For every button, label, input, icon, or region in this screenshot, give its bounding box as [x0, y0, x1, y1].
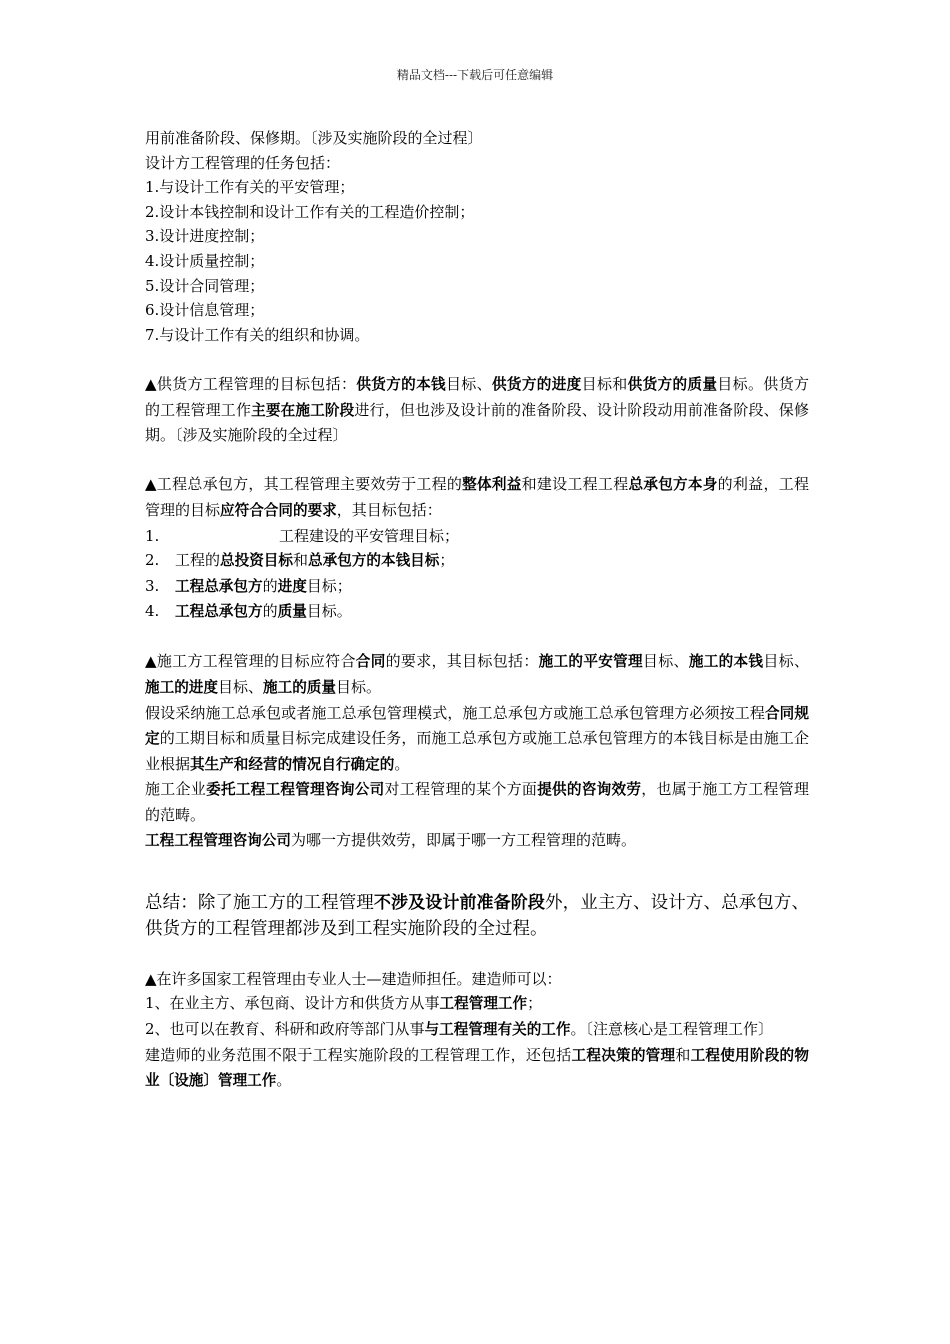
- list-item: 2. 工程的总投资目标和总承包方的本钱目标；: [145, 551, 455, 570]
- builder-item: 2、也可以在教育、科研和政府等部门从事与工程管理有关的工作。〔注意核心是工程管理工作〕: [145, 1020, 774, 1038]
- design-intro: 设计方工程管理的任务包括：: [145, 153, 341, 172]
- document-body: [145, 126, 809, 1094]
- page-header: 精品文档---下载后可任意编辑: [396, 68, 554, 82]
- construction-paragraph: ▲施工方工程管理的目标应符合合同的要求，其目标包括：施工的平安管理目标、施工的本钱目标、施工的进度目标、施工的质量目标。: [145, 652, 809, 697]
- spacer: [145, 448, 809, 473]
- design-item: 1.与设计工作有关的平安管理；: [145, 178, 355, 197]
- builder-paragraph: ▲在许多国家工程管理由专业人士—建造师担任。建造师可以：: [145, 969, 562, 988]
- summary-paragraph: 总结：除了施工方的工程管理不涉及设计前准备阶段外，业主方、设计方、总承包方、供货方的工程管理都涉及到工程实施阶段的全过程。: [145, 893, 810, 939]
- builder-paragraph: 建造师的业务范围不限于工程实施阶段的工程管理工作，还包括工程决策的管理和工程使用阶段的物业〔设施〕管理工作。: [145, 1045, 809, 1090]
- spacer: [145, 853, 809, 891]
- paragraph-continued: 用前准备阶段、保修期。〔涉及实施阶段的全过程〕: [145, 129, 483, 147]
- spacer: [145, 942, 809, 967]
- design-item: 5.设计合同管理；: [145, 276, 265, 295]
- construction-paragraph: 施工企业委托工程工程管理咨询公司对工程管理的某个方面提供的咨询效劳，也属于施工方工程管理的范畴。: [145, 780, 809, 825]
- list-item: 4. 工程总承包方的质量目标。: [145, 602, 352, 621]
- design-item: 7.与设计工作有关的组织和协调。: [145, 325, 370, 344]
- design-item: 4.设计质量控制；: [145, 251, 265, 270]
- spacer: [145, 625, 809, 650]
- construction-paragraph: 工程工程管理咨询公司为哪一方提供效劳，即属于哪一方工程管理的范畴。: [145, 830, 636, 849]
- supplier-paragraph: ▲供货方工程管理的目标包括：供货方的本钱目标、供货方的进度目标和供货方的质量目标。供货方的工程管理工作主要在施工阶段进行，但也涉及设计前的准备阶段、设计阶段动用前准备阶段、保修期。〔涉及实施阶段的全过程〕: [145, 374, 809, 445]
- general-contractor-paragraph: ▲工程总承包方，其工程管理主要效劳于工程的整体利益和建设工程工程总承包方本身的利益，工程管理的目标应符合合同的要求，其目标包括：: [145, 475, 809, 519]
- design-item: 3.设计进度控制；: [145, 227, 265, 246]
- construction-paragraph: 假设采纳施工总承包或者施工总承包管理模式，施工总承包方或施工总承包管理方必须按工程合同规定的工期目标和质量目标完成建设任务，而施工总承包方或施工总承包管理方的本钱目标是由施工企业根据其生产和经营的情况自行确定的。: [145, 703, 809, 773]
- design-item: 2.设计本钱控制和设计工作有关的工程造价控制；: [145, 202, 475, 221]
- spacer: [145, 347, 809, 372]
- list-item: 1. 工程建设的平安管理目标；: [145, 526, 460, 545]
- list-item: 3. 工程总承包方的进度目标；: [145, 576, 352, 595]
- builder-item: 1、在业主方、承包商、设计方和供货方从事工程管理工作；: [145, 994, 543, 1013]
- design-item: 6.设计信息管理；: [145, 301, 265, 320]
